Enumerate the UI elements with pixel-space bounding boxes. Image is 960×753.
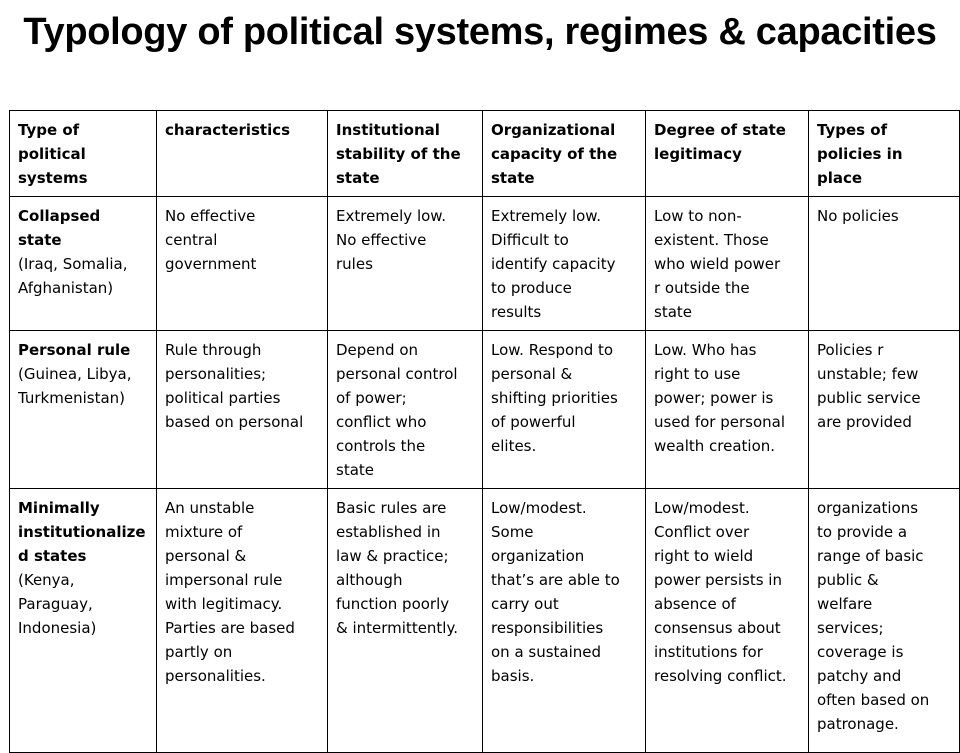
header-characteristics: characteristics (157, 111, 328, 197)
type-cell (10, 197, 157, 331)
legitimacy-cell: Low to non- existent. Those who wield power r outside the state (646, 197, 809, 331)
capacity-cell: Low/modest. Some organization that’s are able to carry out responsibilities on a sustained basis. (483, 489, 646, 753)
legitimacy-cell: Low/modest. Conflict over right to wield power persists in absence of consensus about institutions for resolving conflict. (646, 489, 809, 753)
type-examples: (Iraq, Somalia, Afghanistan) (18, 255, 128, 297)
policies-cell: Policies r unstable; few public service are provided (809, 331, 960, 489)
header-row (10, 111, 960, 197)
type-name: Minimally institutionalize d states (18, 499, 146, 565)
type-cell (10, 331, 157, 489)
header-legitimacy: Degree of state legitimacy (646, 111, 809, 197)
header-capacity: Organizational capacity of the state (483, 111, 646, 197)
type-name: Personal rule (18, 341, 131, 359)
table-row (10, 197, 960, 331)
capacity-cell: Extremely low. Difficult to identify capacity to produce results (483, 197, 646, 331)
stability-cell: Depend on personal control of power; conflict who controls the state (328, 331, 483, 489)
type-name: Collapsed state (18, 207, 101, 249)
header-stability: Institutional stability of the state (328, 111, 483, 197)
characteristics-cell: No effective central government (157, 197, 328, 331)
characteristics-cell: An unstable mixture of personal & impersonal rule with legitimacy. Parties are based partly on personalities. (157, 489, 328, 753)
typology-table (9, 110, 960, 753)
type-cell (10, 489, 157, 753)
table-row (10, 331, 960, 489)
header-policies: Types of policies in place (809, 111, 960, 197)
type-examples: (Kenya, Paraguay, Indonesia) (18, 571, 97, 637)
header-type: Type of political systems (10, 111, 157, 197)
stability-cell: Basic rules are established in law & practice; although function poorly & intermittently. (328, 489, 483, 753)
legitimacy-cell: Low. Who has right to use power; power is used for personal wealth creation. (646, 331, 809, 489)
table-row (10, 489, 960, 753)
capacity-cell: Low. Respond to personal & shifting priorities of powerful elites. (483, 331, 646, 489)
page-title: Typology of political systems, regimes & capacities (23, 11, 937, 53)
policies-cell: No policies (809, 197, 960, 331)
stability-cell: Extremely low. No effective rules (328, 197, 483, 331)
characteristics-cell: Rule through personalities; political parties based on personal (157, 331, 328, 489)
policies-cell: organizations to provide a range of basic public & welfare services; coverage is patchy and often based on patronage. (809, 489, 960, 753)
type-examples: (Guinea, Libya, Turkmenistan) (18, 365, 132, 407)
